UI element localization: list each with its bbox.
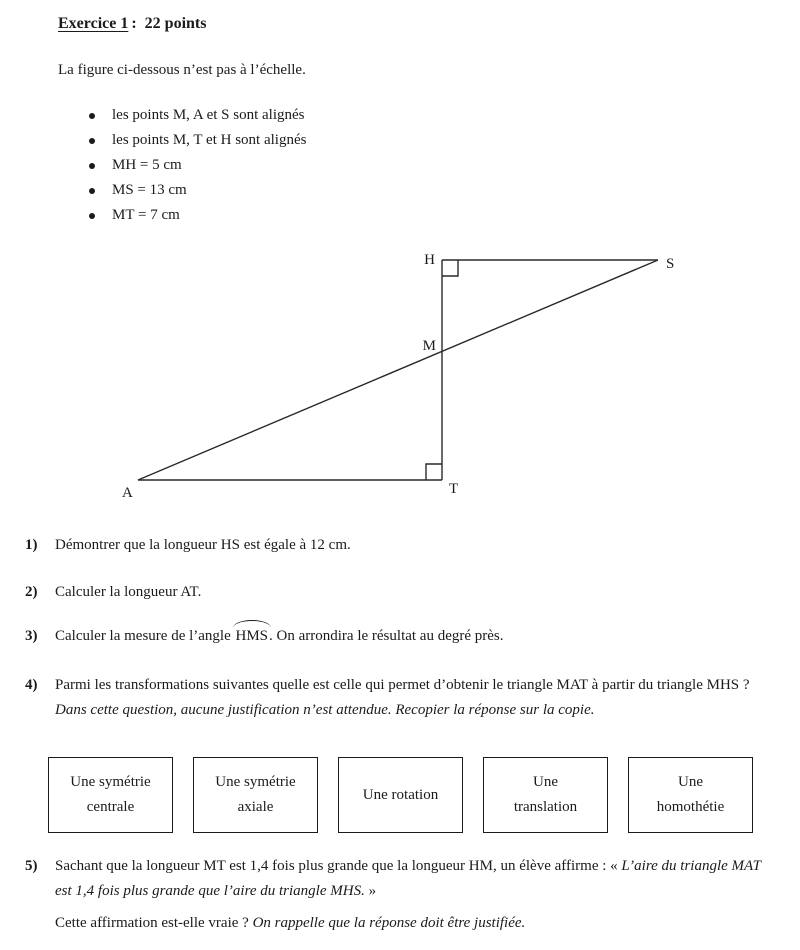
angle-name-with-arc: HMS — [235, 624, 270, 649]
choice-label: centrale — [86, 799, 135, 815]
intro-text: La figure ci-dessous n’est pas à l’échelle. — [58, 62, 306, 78]
bullet-item: les points M, A et S sont alignés — [88, 103, 306, 128]
point-label-T: T — [449, 481, 459, 497]
point-label-M: M — [422, 338, 436, 354]
question-2-text: Calculer la longueur AT. — [55, 584, 202, 600]
question-5-followup-italic: On rappelle que la réponse doit être justifiée. — [252, 915, 526, 931]
choice-label: Une — [533, 774, 558, 790]
question-1-text: Démontrer que la longueur HS est égale à 12 cm. — [55, 537, 351, 553]
question-5-followup-text: Cette affirmation est-elle vraie ? — [55, 915, 253, 931]
question-4-italic-note: Dans cette question, aucune justification n’est attendue. Recopier la réponse sur la copie. — [55, 702, 595, 718]
choice-box-symetrie-centrale — [48, 757, 173, 833]
choice-label: Une rotation — [362, 786, 439, 803]
bullet-item: les points M, T et H sont alignés — [88, 128, 306, 153]
choice-label: Une symétrie — [215, 774, 296, 790]
choice-label: homothétie — [656, 799, 725, 815]
right-angle-mark-T — [426, 464, 442, 480]
question-3 — [25, 624, 777, 649]
question-5-number: 5) — [25, 858, 38, 874]
facts-bullet-list — [88, 103, 306, 228]
question-5-quote-close: » — [364, 883, 377, 899]
question-5-followup — [25, 911, 777, 936]
exercise-title-label: Exercice 1 — [58, 15, 129, 32]
choice-label: Une — [678, 774, 703, 790]
bullet-item: MT = 7 cm — [88, 203, 306, 228]
question-3-number: 3) — [25, 628, 38, 644]
question-5-quote-italic: L’aire du triangle MAT est 1,4 fois plus grande que l’aire du triangle MHS. — [55, 858, 761, 899]
question-4 — [25, 673, 777, 723]
exercise-points: 22 points — [144, 15, 207, 32]
point-label-S: S — [666, 256, 675, 272]
question-1-number: 1) — [25, 537, 38, 553]
bullet-item: MS = 13 cm — [88, 178, 306, 203]
segment-AS — [138, 260, 658, 480]
question-3-text-pre: Calculer la mesure de l’angle — [55, 628, 235, 644]
right-angle-mark-H — [442, 260, 458, 276]
question-5-text: Sachant que la longueur MT est 1,4 fois plus grande que la longueur HM, un élève affirme : « — [55, 858, 622, 874]
answer-choices-row — [48, 757, 753, 833]
question-3-text-post: . On arrondira le résultat au degré près. — [269, 628, 504, 644]
choice-box-rotation — [338, 757, 463, 833]
question-4-number: 4) — [25, 677, 38, 693]
choice-box-symetrie-axiale — [193, 757, 318, 833]
choice-label: translation — [513, 799, 578, 815]
bullet-item: MH = 5 cm — [88, 153, 306, 178]
choice-label: Une symétrie — [70, 774, 151, 790]
question-5 — [25, 854, 777, 904]
point-label-H: H — [424, 252, 435, 268]
point-label-A: A — [122, 485, 133, 501]
question-2 — [25, 580, 777, 605]
question-1 — [25, 533, 777, 558]
choice-box-translation — [483, 757, 608, 833]
choice-label: axiale — [237, 799, 274, 815]
question-4-text: Parmi les transformations suivantes quelle est celle qui permet d’obtenir le triangle MAT à partir du triangle MHS ? — [55, 677, 750, 693]
choice-box-homothetie — [628, 757, 753, 833]
exercise-title-separator: : — [131, 15, 137, 32]
exercise-title — [58, 13, 206, 35]
question-2-number: 2) — [25, 584, 38, 600]
